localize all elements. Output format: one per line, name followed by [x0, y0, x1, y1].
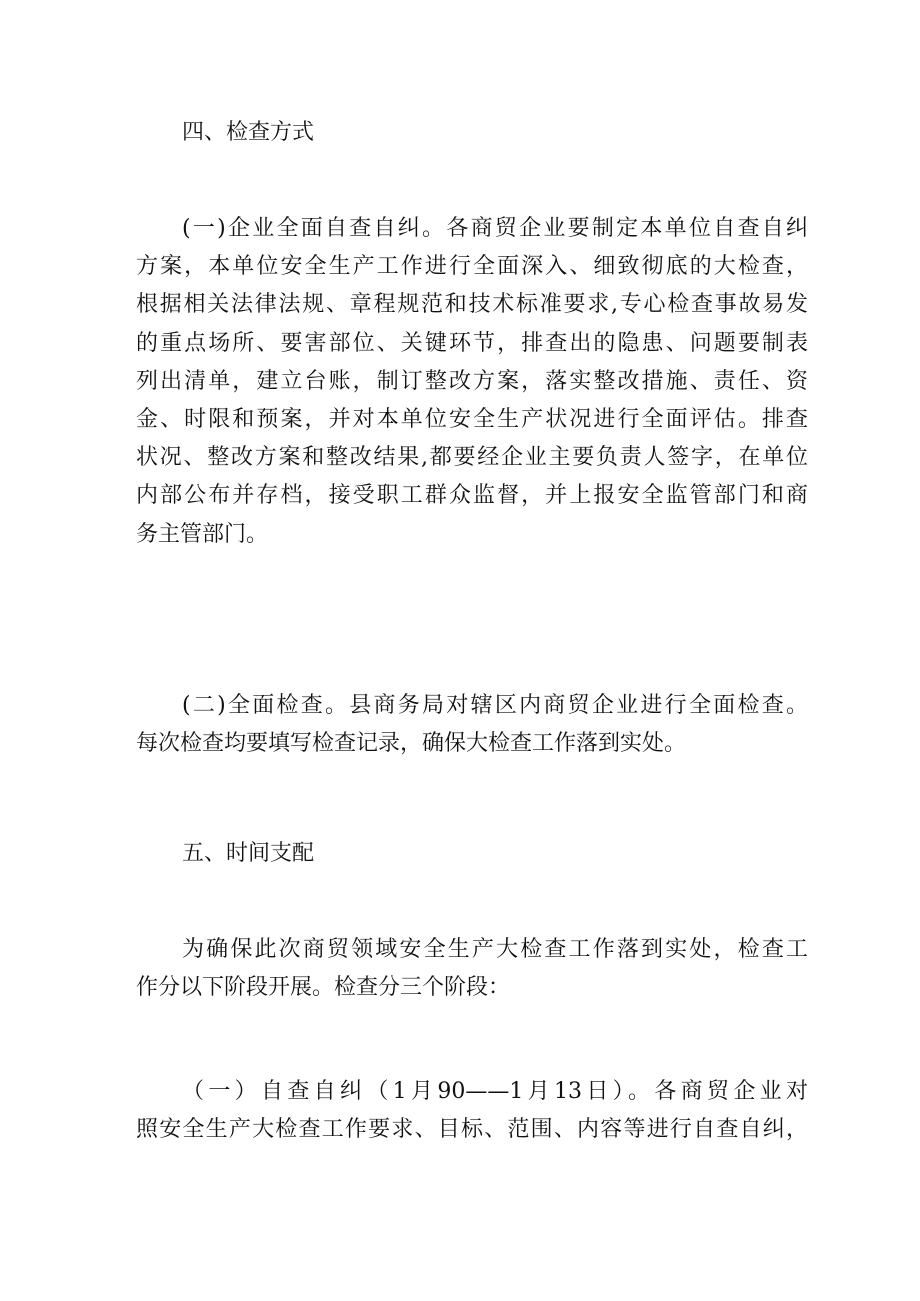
paragraph-line: 内部公布并存档，接受职工群众监督，并上报安全监管部门和商: [136, 483, 808, 509]
paragraph-line: 的重点场所、要害部位、关键环节，排查出的隐患、问题要制表: [136, 330, 808, 356]
paragraph-line: 作分以下阶段开展。检查分三个阶段：: [136, 975, 511, 1001]
section-5-heading: 五、时间支配: [182, 841, 315, 866]
paragraph-line: 务主管部门。: [136, 521, 269, 547]
section-4-paragraph-1: [136, 210, 808, 554]
section-5-paragraph-1: [136, 931, 808, 1007]
paragraph-line: (二)全面检查。县商务局对辖区内商贸企业进行全面检查。: [182, 693, 808, 718]
paragraph-line: 每次检查均要填写检查记录，确保大检查工作落到实处。: [136, 731, 687, 757]
paragraph-line: (一)企业全面自查自纠。各商贸企业要制定本单位自查自纠: [182, 216, 808, 241]
section-4-paragraph-2: [136, 687, 808, 763]
paragraph-line: 根据相关法律法规、章程规范和技术标准要求,专心检查事故易发: [136, 292, 808, 318]
paragraph-line: 状况、整改方案和整改结果,都要经企业主要负责人签字，在单位: [136, 445, 808, 471]
paragraph-line: （一）自查自纠（1月90——1月13日）。各商贸企业对: [182, 1079, 808, 1104]
section-5-paragraph-2: [136, 1073, 808, 1149]
paragraph-line: 列出清单，建立台账，制订整改方案，落实整改措施、责任、资: [136, 368, 808, 394]
section-4-heading: 四、检查方式: [182, 120, 315, 145]
paragraph-line: 为确保此次商贸领域安全生产大检查工作落到实处，检查工: [182, 937, 808, 962]
paragraph-line: 照安全生产大检查工作要求、目标、范围、内容等进行自查自纠，: [136, 1117, 808, 1143]
paragraph-line: 方案，本单位安全生产工作进行全面深入、细致彻底的大检查，: [136, 254, 808, 280]
paragraph-line: 金、时限和预案，并对本单位安全生产状况进行全面评估。排查: [136, 406, 808, 432]
